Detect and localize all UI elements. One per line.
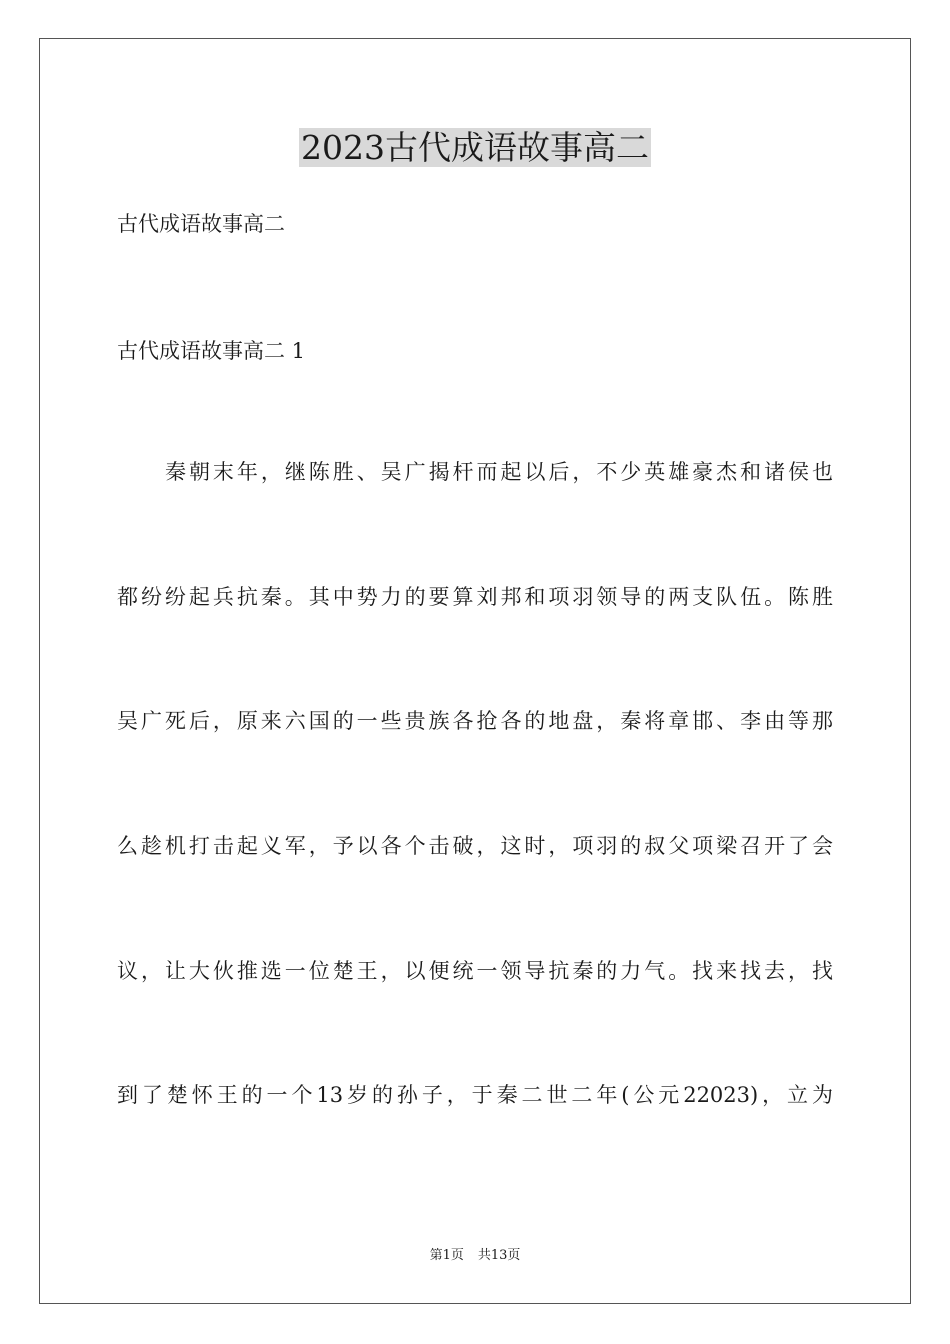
page-number: 第1页 — [429, 1248, 464, 1263]
paragraph-line: 都纷纷起兵抗秦。其中势力的要算刘邦和项羽领导的两支队伍。陈胜 — [117, 585, 833, 609]
section-heading: 古代成语故事高二 1 — [117, 339, 306, 363]
paragraph-line: 么趁机打击起义军，予以各个击破，这时，项羽的叔父项梁召开了会 — [117, 834, 833, 858]
document-title — [0, 126, 950, 170]
paragraph-line: 秦朝末年，继陈胜、吴广揭杆而起以后，不少英雄豪杰和诸侯也 — [165, 460, 833, 484]
document-subtitle: 古代成语故事高二 — [117, 212, 285, 236]
paragraph-line: 吴广死后，原来六国的一些贵族各抢各的地盘，秦将章邯、李由等那 — [117, 709, 833, 733]
paragraph-line: 议，让大伙推选一位楚王，以便统一领导抗秦的力气。找来找去，找 — [117, 959, 833, 983]
paragraph-line: 到了楚怀王的一个13岁的孙子，于秦二世二年(公元22023)，立为 — [117, 1083, 833, 1107]
document-title-text: 2023古代成语故事高二 — [301, 128, 649, 167]
page-total: 共13页 — [477, 1248, 521, 1263]
page-footer — [0, 1247, 950, 1265]
